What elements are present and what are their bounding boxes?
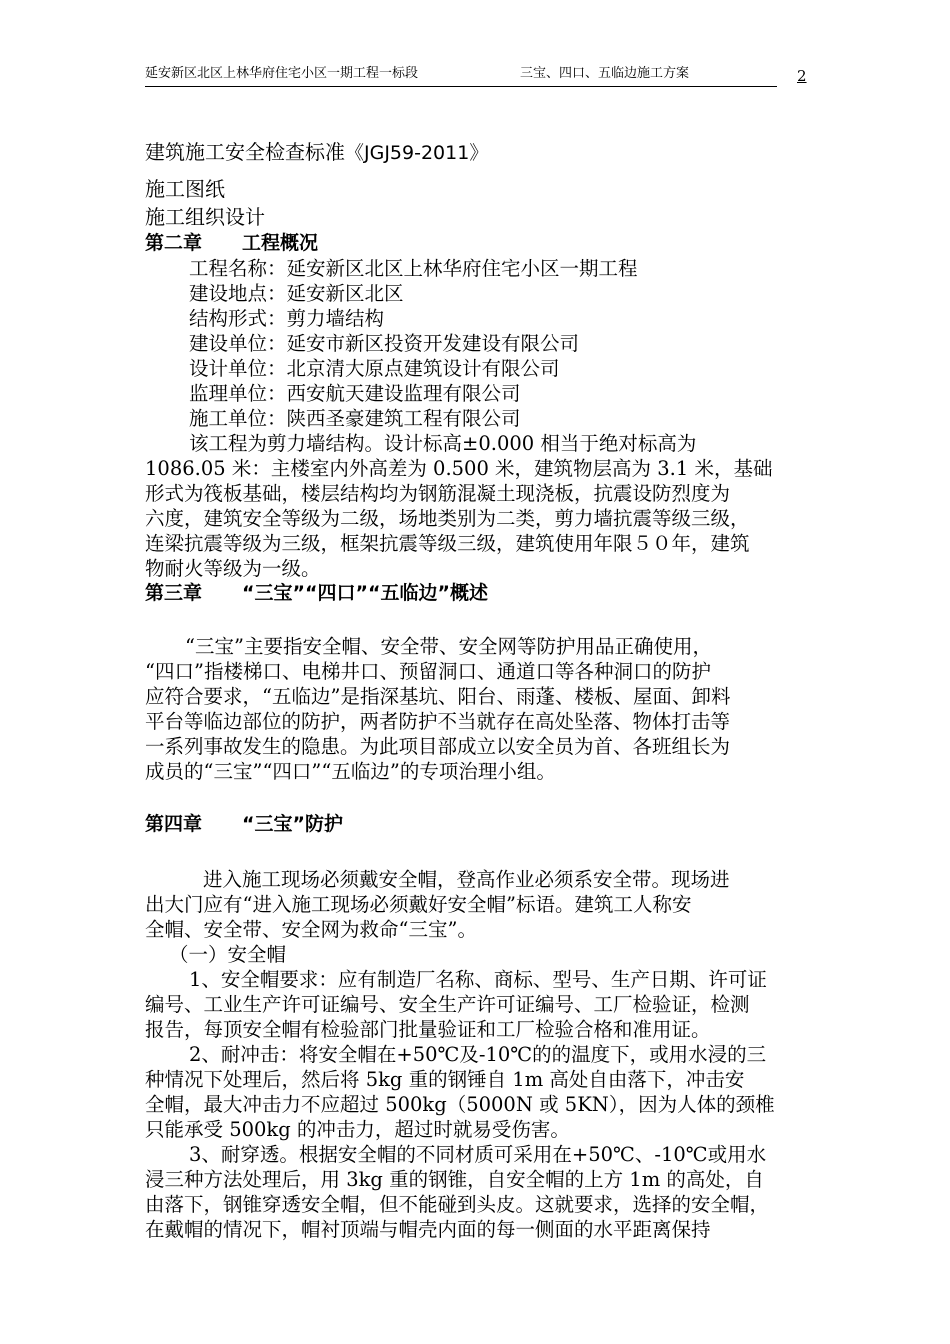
document-body — [145, 138, 815, 1242]
item-line: 由落下，钢锥穿透安全帽，但不能碰到头皮。这就要求，选择的安全帽， — [145, 1193, 770, 1216]
info-designer: 设计单位：北京清大原点建筑设计有限公司 — [189, 357, 560, 380]
item-line: 全帽，最大冲击力不应超过 500kg（5000N 或 5KN），因为人体的颈椎 — [145, 1093, 775, 1116]
chapter-3-number: 第三章 — [145, 582, 203, 604]
reference-standard — [145, 138, 815, 167]
chapter-3-title: “三宝”“四口”“五临边”概述 — [242, 582, 488, 604]
desc-line: 六度，建筑安全等级为二级，场地类别为二类，剪力墙抗震等级三级， — [145, 507, 750, 530]
item-line: 3、耐穿透。根据安全帽的不同材质可采用在+50℃、-10℃或用水 — [189, 1143, 767, 1166]
intro-line: 出大门应有“进入施工现场必须戴好安全帽”标语。建筑工人称安 — [145, 893, 692, 916]
desc-line: 1086.05 米：主楼室内外高差为 0.500 米，建筑物层高为 3.1 米，基础 — [145, 457, 773, 480]
chapter-3-heading — [145, 581, 815, 606]
info-project-name: 工程名称：延安新区北区上林华府住宅小区一期工程 — [189, 257, 638, 280]
info-supervisor: 监理单位：西安航天建设监理有限公司 — [189, 382, 521, 405]
page-number: 2 — [797, 67, 807, 85]
desc-line: 物耐火等级为一级。 — [145, 557, 321, 580]
helmet-impact-resistance — [145, 1042, 815, 1142]
item-line: 只能承受 500kg 的冲击力，超过时就易受伤害。 — [145, 1118, 570, 1141]
item-line: 1、安全帽要求：应有制造厂名称、商标、型号、生产日期、许可证 — [189, 968, 767, 991]
overview-line: 一系列事故发生的隐患。为此项目部成立以安全员为首、各班组长为 — [145, 735, 731, 758]
chapter-2-heading — [145, 231, 815, 256]
chapter-4-heading — [145, 812, 815, 837]
info-structure: 结构形式：剪力墙结构 — [189, 307, 385, 330]
chapter-2-title: 工程概况 — [242, 232, 319, 254]
chapter-4-title: “三宝”防护 — [242, 813, 343, 835]
info-location: 建设地点：延安新区北区 — [189, 282, 404, 305]
reference-standard-name: 建筑施工安全检查标准 — [145, 140, 345, 164]
info-contractor: 施工单位：陕西圣豪建筑工程有限公司 — [189, 407, 521, 430]
reference-drawings: 施工图纸 — [145, 177, 225, 201]
item-line: 在戴帽的情况下，帽衬顶端与帽壳内面的每一侧面的水平距离保持 — [145, 1218, 711, 1241]
helmet-penetration-resistance — [145, 1142, 815, 1242]
chapter-2-number: 第二章 — [145, 232, 203, 254]
header-document-title: 三宝、四口、五临边施工方案 — [520, 66, 690, 81]
page-header — [145, 64, 777, 87]
overview-line: 平台等临边部位的防护，两者防护不当就存在高处坠落、物体打击等 — [145, 710, 731, 733]
project-info-list — [145, 256, 815, 431]
intro-line: 进入施工现场必须戴安全帽，登高作业必须系安全带。现场进 — [203, 868, 730, 891]
overview-line: “四口”指楼梯口、电梯井口、预留洞口、通道口等各种洞口的防护 — [145, 660, 711, 683]
item-line: 报告，每顶安全帽有检验部门批量验证和工厂检验合格和准用证。 — [145, 1018, 711, 1041]
item-line: 种情况下处理后，然后将 5kg 重的钢锤自 1m 高处自由落下，冲击安 — [145, 1068, 745, 1091]
overview-line: “三宝”主要指安全帽、安全带、安全网等防护用品正确使用， — [185, 635, 712, 658]
overview-paragraph — [145, 634, 815, 784]
item-line: 编号、工业生产许可证编号、安全生产许可证编号、工厂检验证，检测 — [145, 993, 750, 1016]
project-description — [145, 431, 815, 581]
overview-line: 应符合要求，“五临边”是指深基坑、阳台、雨蓬、楼板、屋面、卸料 — [145, 685, 731, 708]
desc-line: 连梁抗震等级为三级，框架抗震等级三级，建筑使用年限５０年，建筑 — [145, 532, 750, 555]
item-line: 浸三种方法处理后，用 3kg 重的钢锥，自安全帽的上方 1m 的高处，自 — [145, 1168, 764, 1191]
reference-org-design: 施工组织设计 — [145, 205, 265, 229]
overview-line: 成员的“三宝”“四口”“五临边”的专项治理小组。 — [145, 760, 556, 783]
desc-line: 该工程为剪力墙结构。设计标高±0.000 相当于绝对标高为 — [189, 432, 697, 455]
info-owner: 建设单位：延安市新区投资开发建设有限公司 — [189, 332, 580, 355]
desc-line: 形式为筏板基础，楼层结构均为钢筋混凝土现浇板，抗震设防烈度为 — [145, 482, 731, 505]
three-treasures-intro — [145, 867, 815, 942]
chapter-4-number: 第四章 — [145, 813, 203, 835]
helmet-requirement — [145, 967, 815, 1042]
reference-standard-code: 《JGJ59-2011》 — [345, 142, 489, 164]
section-helmet-title: （一）安全帽 — [169, 943, 287, 966]
item-line: 2、耐冲击：将安全帽在+50℃及-10℃的的温度下，或用水浸的三 — [189, 1043, 767, 1066]
header-project-name: 延安新区北区上林华府住宅小区一期工程一标段 — [145, 66, 419, 81]
intro-line: 全帽、安全带、安全网为救命“三宝”。 — [145, 918, 477, 941]
